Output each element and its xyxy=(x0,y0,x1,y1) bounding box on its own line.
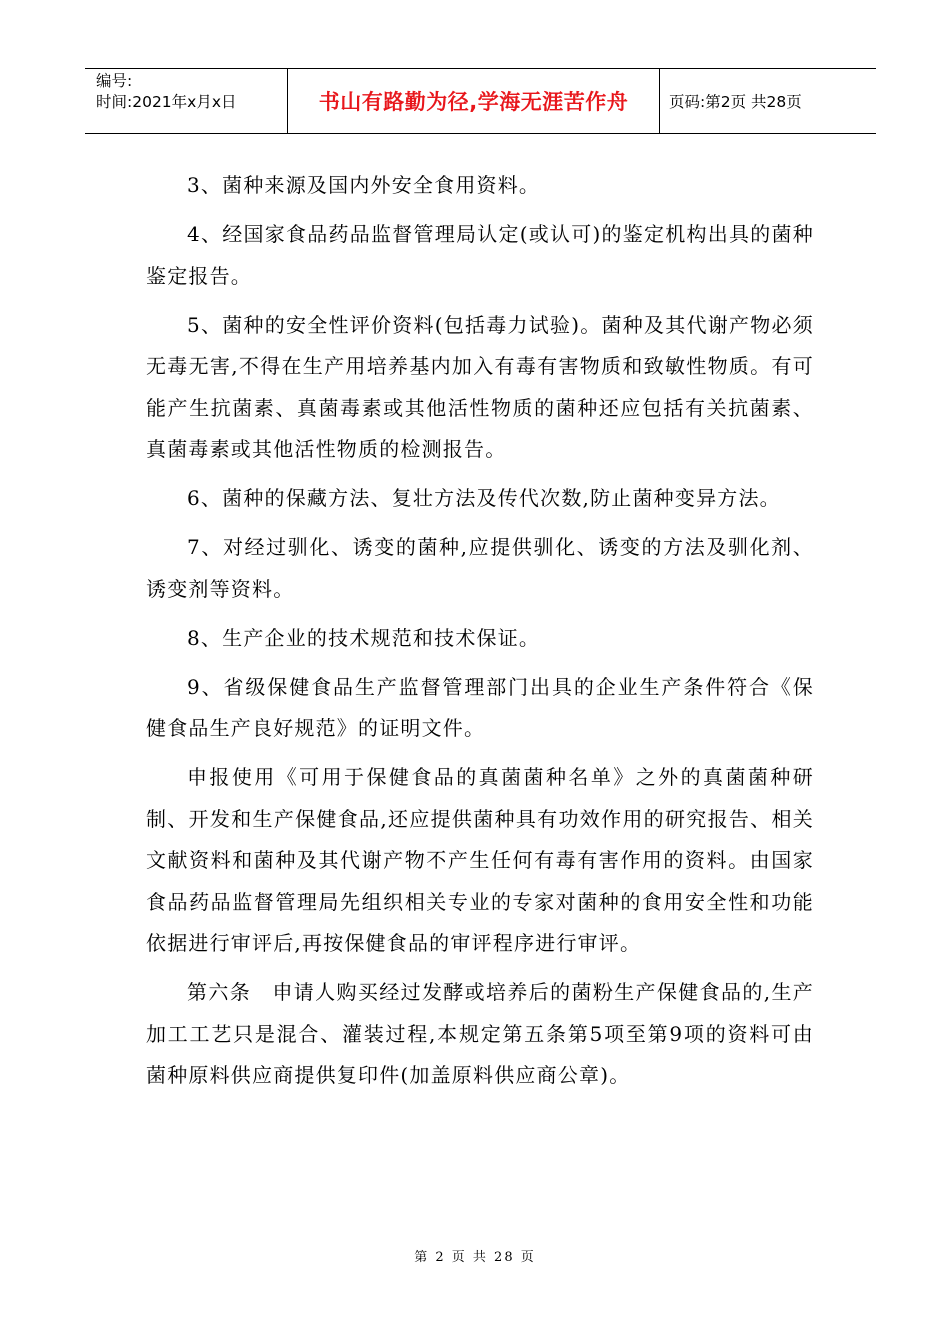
header-meta xyxy=(85,69,288,133)
document-body xyxy=(146,165,814,1104)
paragraph: 5、菌种的安全性评价资料(包括毒力试验)。菌种及其代谢产物必须无毒无害,不得在生产用培养基内加入有毒有害物质和致敏性物质。有可能产生抗菌素、真菌毒素或其他活性物质的菌种还应包括有关抗菌素、真菌毒素或其他活性物质的检测报告。 xyxy=(146,312,814,461)
number-label: 编号: xyxy=(96,72,133,90)
page-header xyxy=(85,68,876,134)
paragraph: 7、对经过驯化、诱变的菌种,应提供驯化、诱变的方法及驯化剂、诱变剂等资料。 xyxy=(146,535,814,601)
header-page-cell xyxy=(660,69,876,133)
page-info: 页码:第2页 共28页 xyxy=(669,93,802,111)
header-motto-cell xyxy=(288,69,660,133)
page-footer: 第 2 页 共 28 页 xyxy=(414,1250,536,1265)
paragraph: 9、省级保健食品生产监督管理部门出具的企业生产条件符合《保健食品生产良好规范》的证明文件。 xyxy=(146,674,814,740)
paragraph: 8、生产企业的技术规范和技术保证。 xyxy=(187,625,541,650)
time-label: 时间:2021年x月x日 xyxy=(96,93,237,111)
paragraph: 申报使用《可用于保健食品的真菌菌种名单》之外的真菌菌种研制、开发和生产保健食品,还应提供菌种具有功效作用的研究报告、相关文献资料和菌种及其代谢产物不产生任何有毒有害作用的资料。由国家食品药品监督管理局先组织相关专业的专家对菌种的食用安全性和功能依据进行审评后,再按保健食品的审评程序进行审评。 xyxy=(146,765,814,955)
motto-text: 书山有路勤为径,学海无涯苦作舟 xyxy=(318,90,629,114)
paragraph: 6、菌种的保藏方法、复壮方法及传代次数,防止菌种变异方法。 xyxy=(187,486,781,510)
paragraph: 第六条 申请人购买经过发酵或培养后的菌粉生产保健食品的,生产加工工艺只是混合、灌装过程,本规定第五条第5项至第9项的资料可由菌种原料供应商提供复印件(加盖原料供应商公章)。 xyxy=(146,980,814,1087)
paragraph: 3、菌种来源及国内外安全食用资料。 xyxy=(187,173,541,197)
paragraph: 4、经国家食品药品监督管理局认定(或认可)的鉴定机构出具的菌种鉴定报告。 xyxy=(146,222,814,288)
